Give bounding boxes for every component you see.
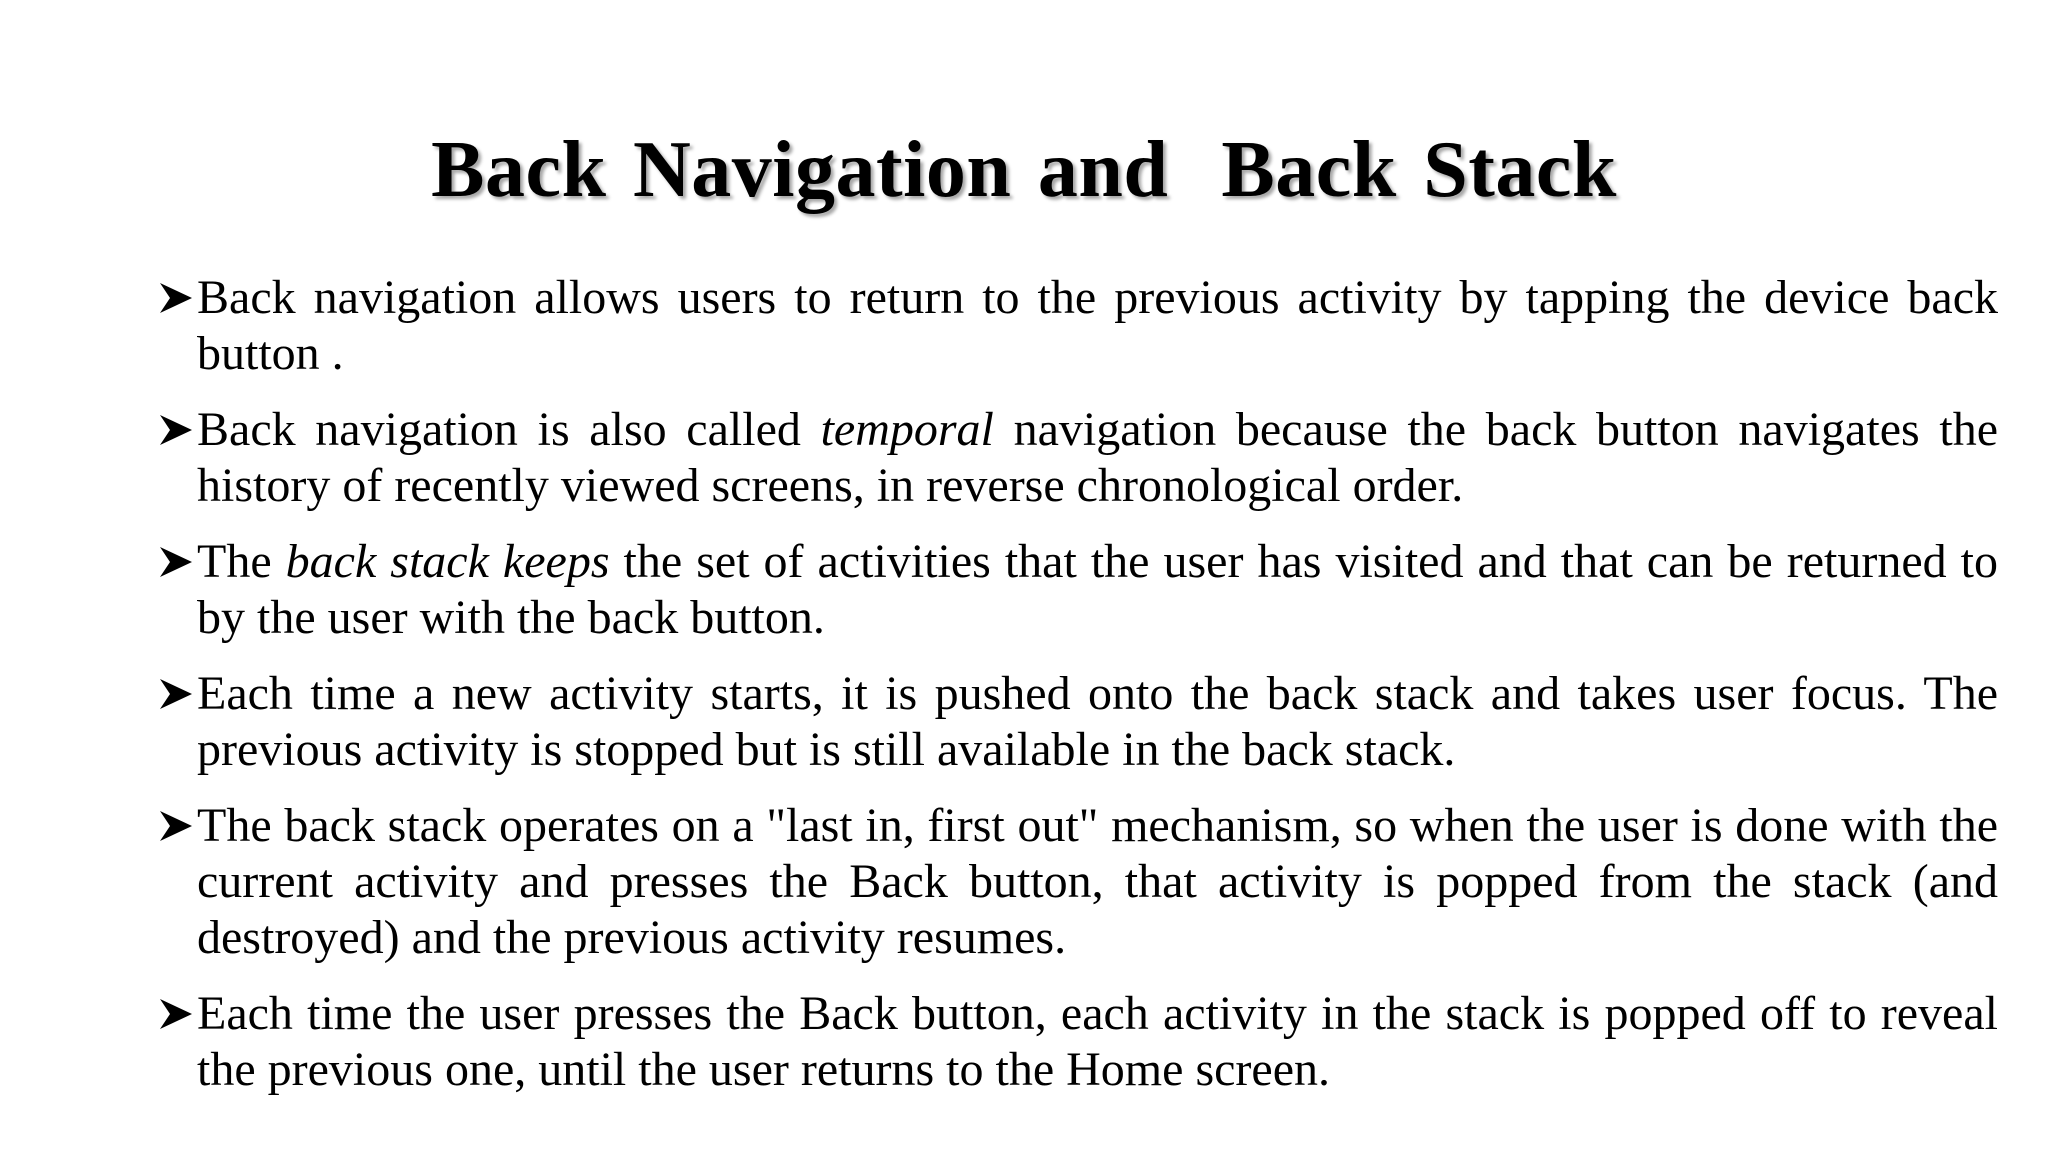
arrow-bullet-icon	[158, 809, 194, 843]
arrow-bullet-icon	[158, 545, 194, 579]
bullet-text: Each time the user presses the Back button, each activity in the stack is popped off to reveal the previous one, until the user returns to the Home screen.	[197, 987, 1998, 1096]
bullet-item	[160, 986, 1998, 1098]
bullet-text: The back stack operates on a "last in, first out" mechanism, so when the user is done with the current activity and presses the Back button, that activity is popped from the stack (and destroyed) and the previous activity resumes.	[197, 799, 1998, 964]
bullet-item	[160, 270, 1998, 382]
bullet-text: navigation because the back button navigates the history of recently viewed screens, in reverse chronological order.	[197, 403, 1998, 512]
bullet-text-italic: back stack keeps	[285, 535, 610, 588]
bullet-text: the set of activities that the user has visited and that can be returned to by the user with the back button.	[197, 535, 1999, 644]
bullet-text: Each time a new activity starts, it is pushed onto the back stack and takes user focus. The previous activity is stopped but is still available in the back stack.	[197, 667, 1998, 776]
arrow-bullet-icon	[158, 997, 194, 1031]
arrow-bullet-icon	[158, 413, 194, 447]
bullet-text: Back navigation allows users to return to the previous activity by tapping the device back button .	[197, 271, 1998, 380]
slide-title: Back Navigation and Back Stack	[431, 126, 1617, 214]
arrow-bullet-icon	[158, 677, 194, 711]
arrow-bullet-icon	[158, 281, 194, 315]
bullet-text: Back navigation is also called	[197, 403, 821, 456]
bullet-item	[160, 534, 1998, 646]
bullet-list	[160, 270, 1998, 1118]
bullet-text-italic: temporal	[820, 403, 994, 456]
bullet-text: The	[197, 535, 286, 588]
bullet-item	[160, 666, 1998, 778]
bullet-item	[160, 798, 1998, 966]
bullet-item	[160, 402, 1998, 514]
